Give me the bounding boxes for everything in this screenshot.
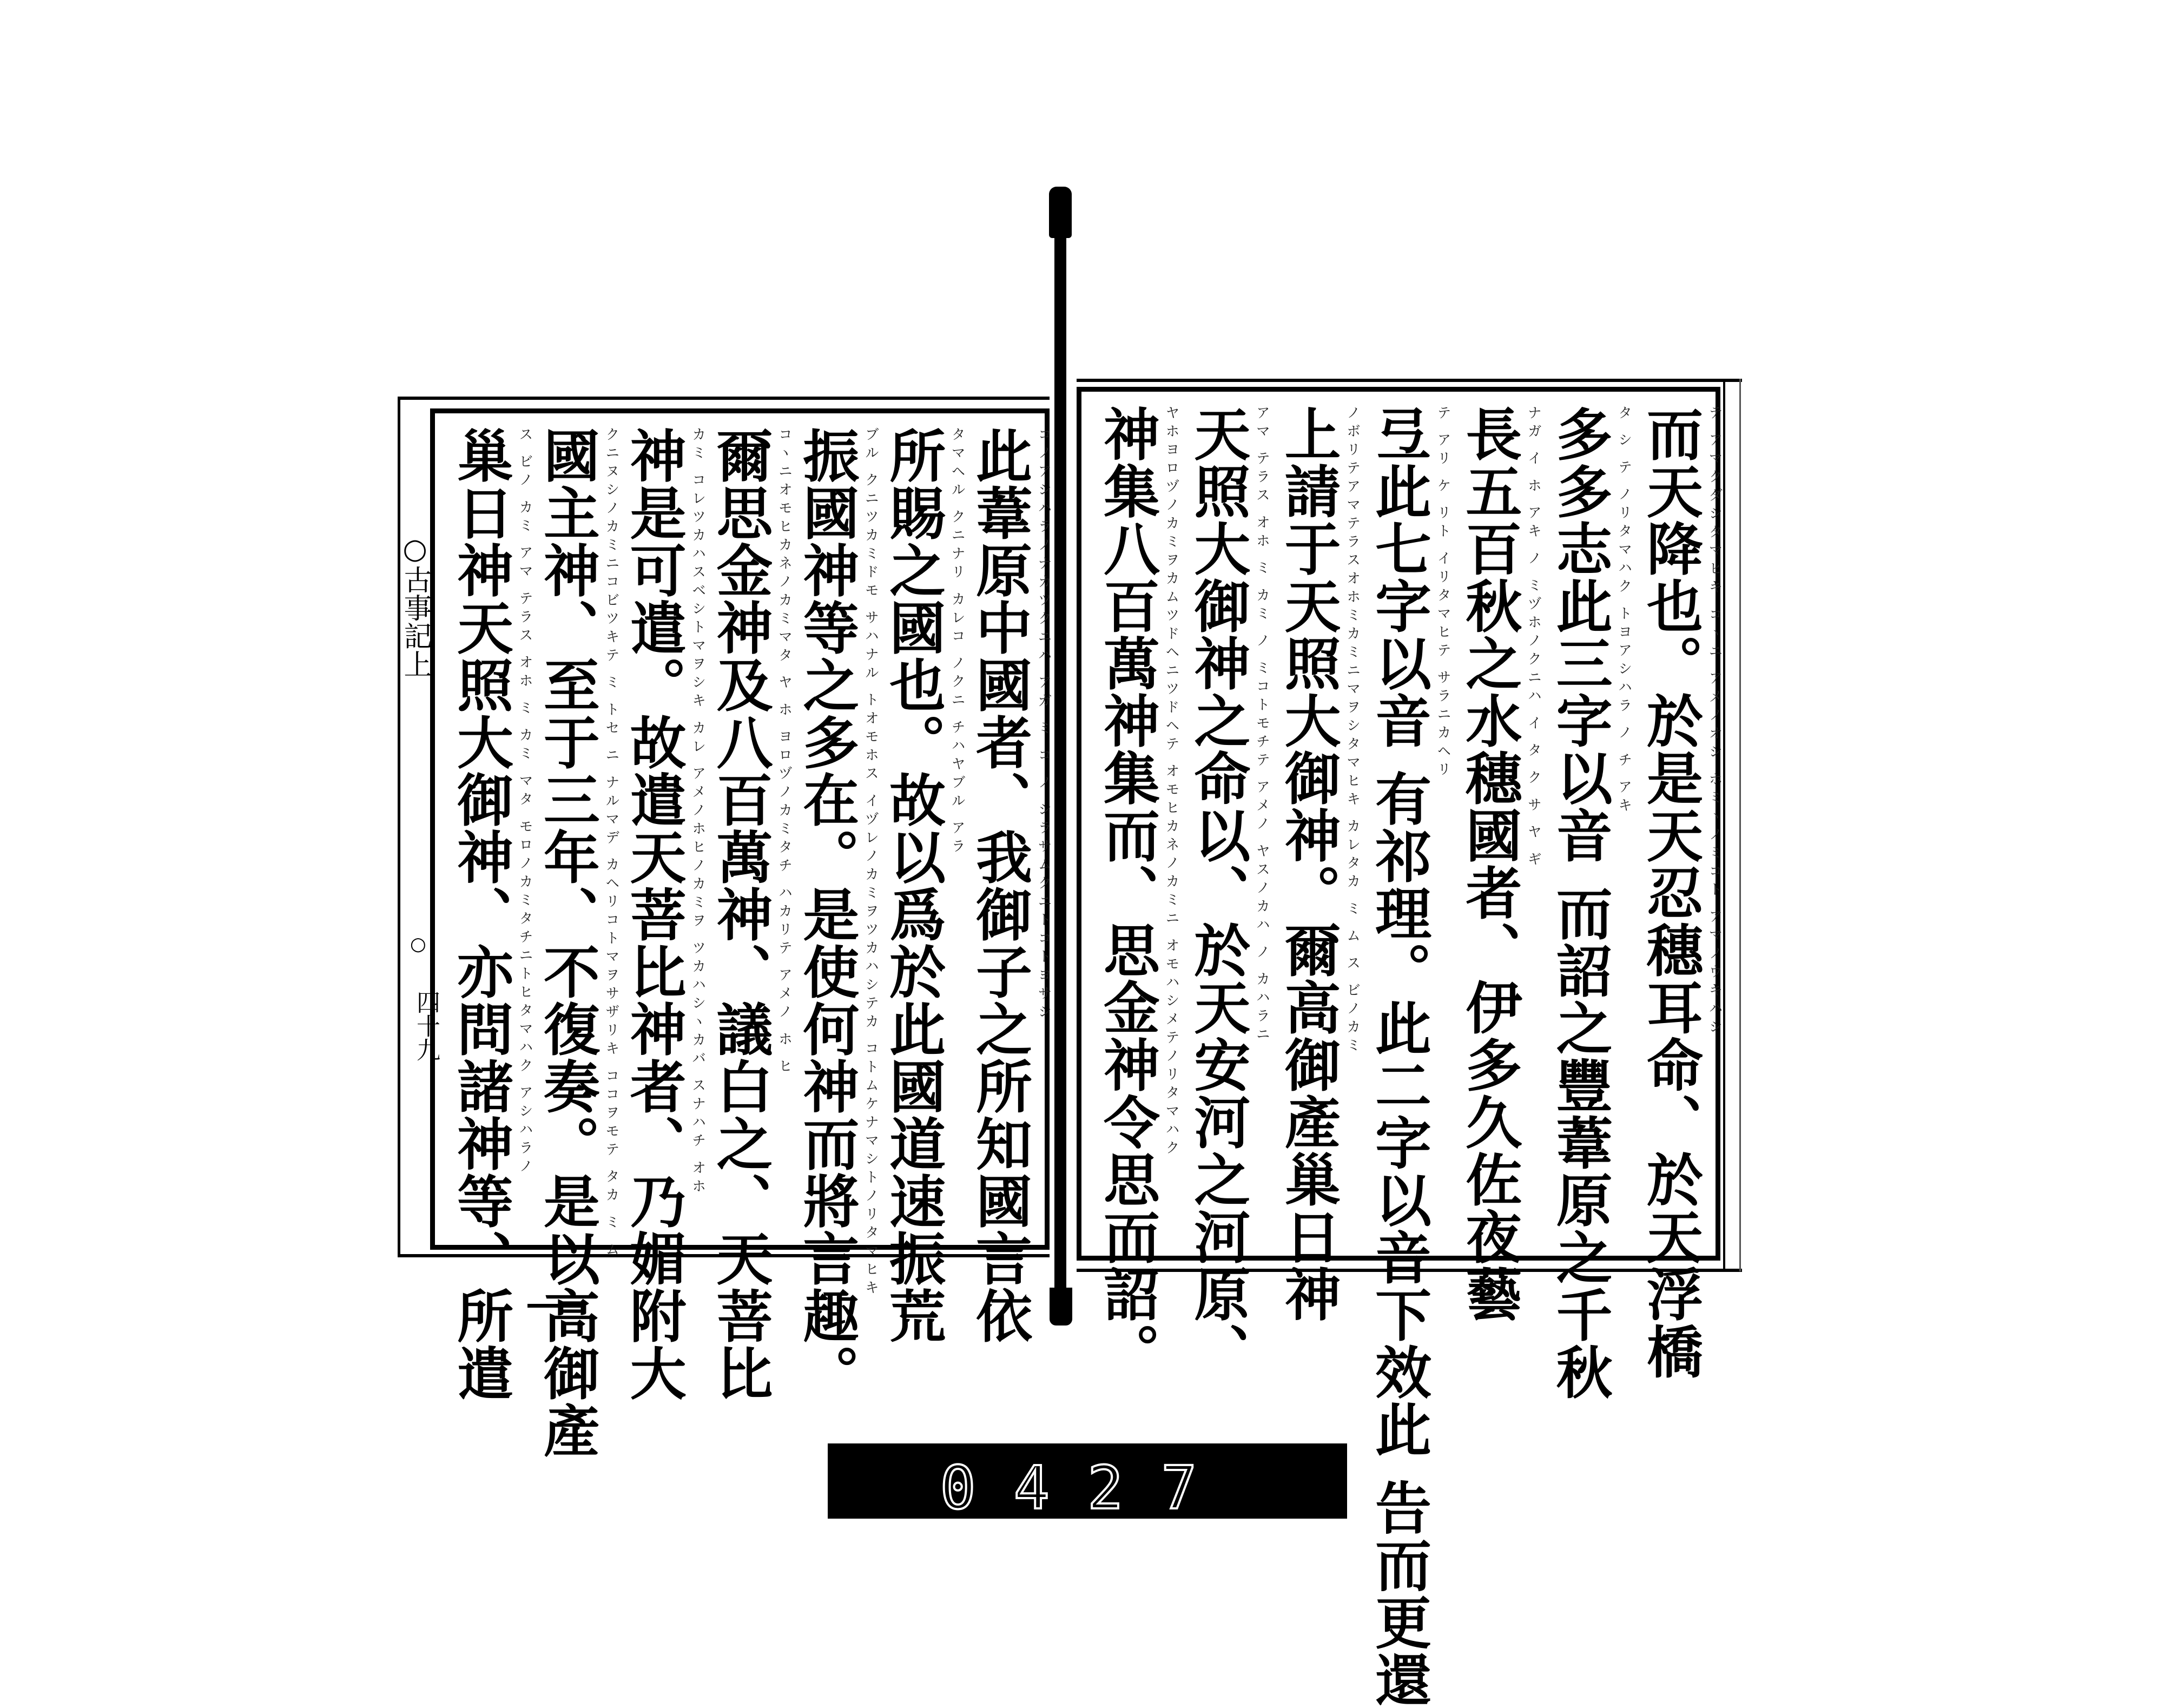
text-column: 國主神、至于三年、不復奏。是以高御產 クニヌシノカミニコビツキテ ミ トセ ニ ナルマデ カヘリコトマヲサザリキ ココヲモテ タカ ミ ム [533,427,619,1459]
margin-dot: ○ [410,933,426,955]
text-column: 而天降也。於是天忍穗耳命、於天浮橋 テ アマクダシタマヒキ コヽニ アメノオシ ホミヽノミコト アマノウキハシ [1637,405,1723,1380]
text-column: 爾思金神及八百萬神、議白之、天菩比 コヽニオモヒカネノカミマタ ヤ ホ ヨロヅノカミタチ ハカリテ アメノ ホ ヒ [707,427,793,1402]
right-page-edge [1723,379,1725,1271]
furigana: ブル クニツカミドモ サハナル トオモホス イヅレノカミヲツカハシテカ コトムケナマシトノリタマヒキ [862,427,879,1299]
furigana: ヤホヨロヅノカミヲカムツドヘニツドヘテ オモヒカネノカミニ オモハシメテノリタマハク [1163,405,1179,1159]
furigana: タ シ テ ノリタマハク トヨアシハラ ノ チ アキ [1615,405,1632,816]
furigana: タマヘル クニナリ カレコ ノクニ チハヤブル アラ [949,427,966,858]
archive-number: 0427 [940,1453,1235,1522]
furigana: カミ コレツカハスベシトマヲシキ カレ アメノホヒノカミヲ ツカハシヽカバ スナハチ オホ [689,427,706,1197]
text-column: 長五百秋之水穗國者、伊多久佐夜藝 ナガ イ ホ アキ ノ ミヅホノクニハ イ タ ク サ ヤ ギ [1456,405,1542,1323]
text-column: 此葦原中國者、我御子之所知國言依 コノアシハラノナカツクニハ アガ ミ コ ノ シラサムクニトコトヨサシ [966,427,1052,1344]
margin-book-title: ○古事記上 [399,533,431,678]
right-page-text [1094,405,1723,1708]
left-page [430,408,1052,1459]
furigana: コノアシハラノナカツクニハ アガ ミ コ ノ シラサムクニトコトヨサシ [1035,427,1052,1023]
furigana: コヽニオモヒカネノカミマタ ヤ ホ ヨロヅノカミタチ ハカリテ アメノ ホ ヒ [776,427,793,1077]
text-column: 上請于天照大御神。爾高御產巢日神 ノボリテアマテラスオホミカミニマヲシタマヒキ カレタカ ミ ム ス ビノカミ [1275,405,1361,1323]
text-column: 巢日神天照大御神、亦問諸神等、所遣 ス ビノ カミ アマ テラス オホ ミ カミ マタ モロノカミタチニトヒタマハク アシハラノ [447,427,533,1402]
right-page-top-rule [1077,379,1742,382]
archive-label [828,1443,1347,1522]
left-page-top-rule [398,397,1050,400]
furigana: クニヌシノカミニコビツキテ ミ トセ ニ ナルマデ カヘリコトマヲサザリキ ココヲモテ タカ ミ ム [603,427,619,1261]
text-column: 多多志此三字以音 而詔之豐葦原之千秋 タ シ テ ノリタマハク トヨアシハラ ノ チ アキ [1546,405,1632,1401]
right-page-edge-shadow [1739,379,1741,1271]
text-column: 天照大御神之命以、於天安河之河原、 アマ テラス オホ ミ カミ ノ ミコトモチテ アメノ ヤスノカハ ノ カハラニ [1184,405,1270,1380]
margin-page-number: 四十九 [412,990,440,1061]
furigana: テ アマクダシタマヒキ コヽニ アメノオシ ホミヽノミコト アマノウキハシ [1706,405,1723,1038]
furigana: ス ビノ カミ アマ テラス オホ ミ カミ マタ モロノカミタチニトヒタマハク アシハラノ [517,427,533,1177]
text-column: 弖此七字以音 有祁理。此二字以音下效此 告而更還 テ アリ ケ リト イリタマヒテ サラニカヘリ [1365,405,1451,1708]
text-column: 神集八百萬神集而、思金神令思而詔。 ヤホヨロヅノカミヲカムツドヘニツドヘテ オモヒカネノカミニ オモハシメテノリタマハク [1094,405,1179,1380]
left-page-edge [398,397,400,1257]
text-column: 神是可遣。故遣天菩比神者、乃媚附大 カミ コレツカハスベシトマヲシキ カレ アメノホヒノカミヲ ツカハシヽカバ スナハチ オホ [620,427,706,1402]
text-column: 振國神等之多在。是使何神而將言趣。 ブル クニツカミドモ サハナル トオモホス イヅレノカミヲツカハシテカ コトムケナマシトノリタマヒキ [793,427,879,1402]
furigana: テ アリ ケ リト イリタマヒテ サラニカヘリ [1434,405,1451,781]
furigana: アマ テラス オホ ミ カミ ノ ミコトモチテ アメノ ヤスノカハ ノ カハラニ [1253,405,1270,1045]
text-column: 所賜之國也。故以爲於此國道速振荒 タマヘル クニナリ カレコ ノクニ チハヤブル アラ [880,427,966,1344]
furigana: ノボリテアマテラスオホミカミニマヲシタマヒキ カレタカ ミ ム ス ビノカミ [1344,405,1361,1057]
book-spine-foot [1050,1288,1072,1325]
left-page-text [447,427,1052,1459]
book-spine-clamp [1054,187,1066,1323]
book-spine-cap [1049,187,1072,238]
furigana: ナガ イ ホ アキ ノ ミヅホノクニハ イ タ ク サ ヤ ギ [1525,405,1542,870]
